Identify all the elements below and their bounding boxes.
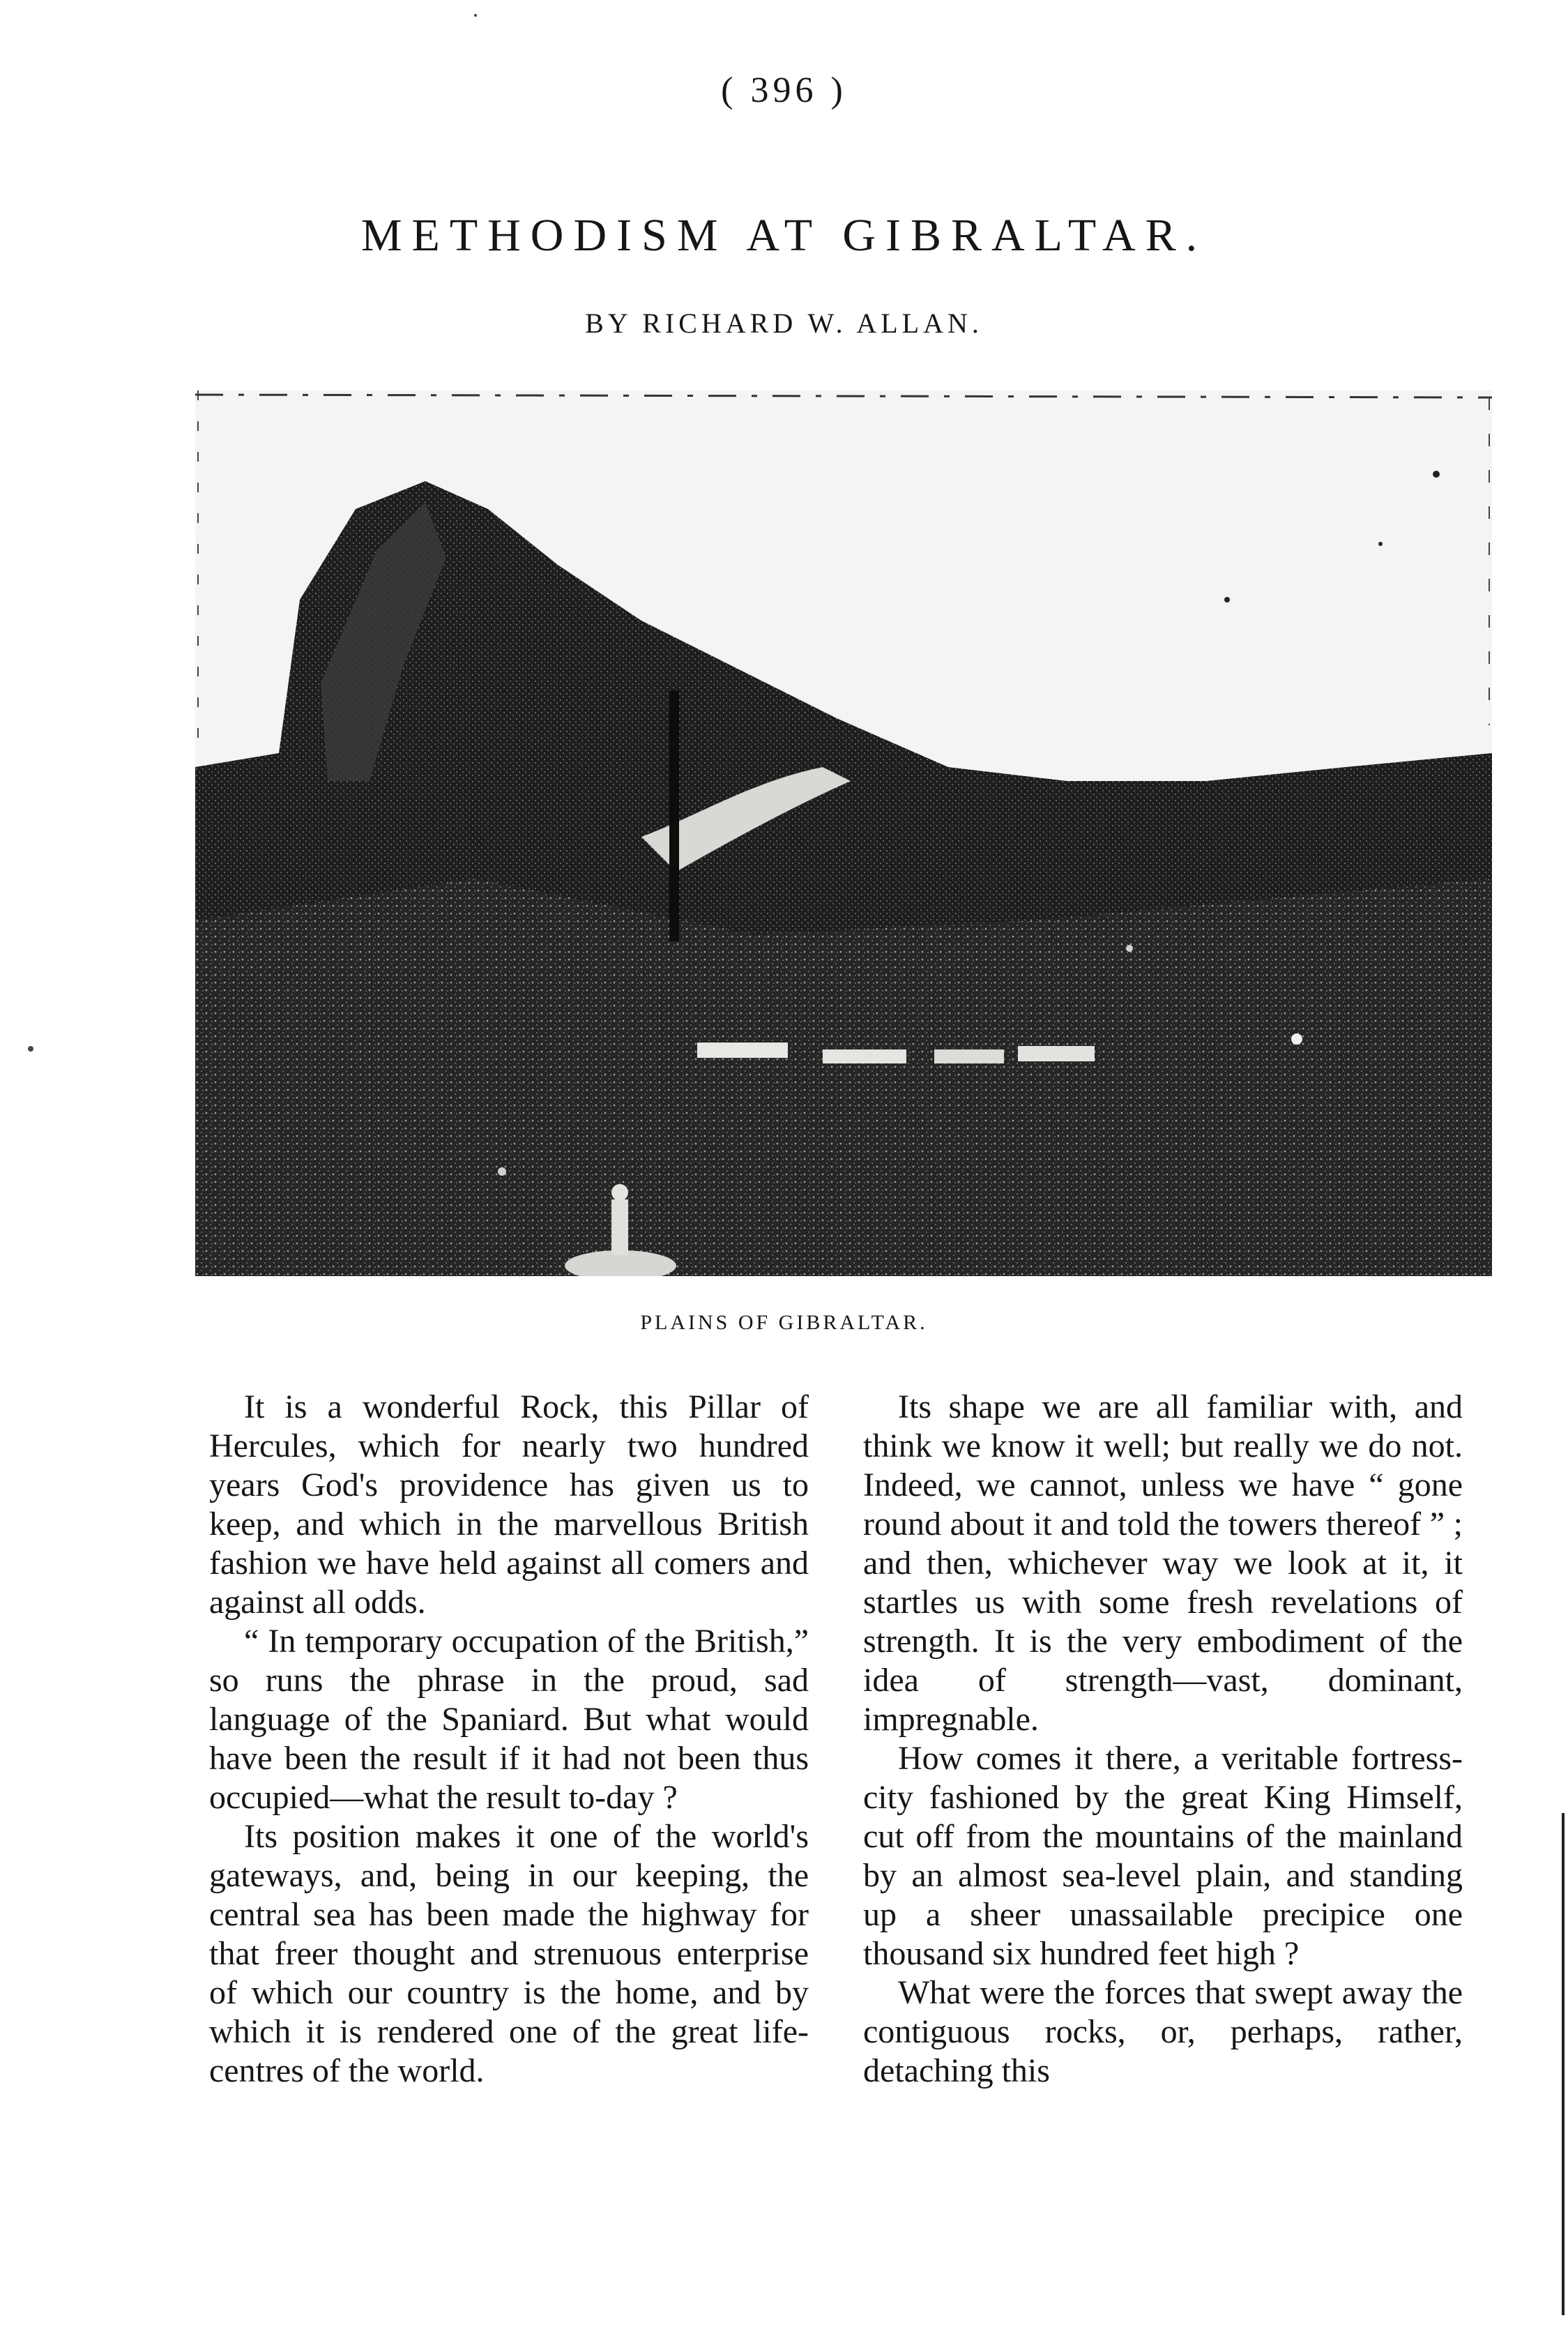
right-column — [863, 1388, 1463, 2091]
tent-4 — [1018, 1046, 1095, 1061]
byline: BY RICHARD W. ALLAN. — [585, 308, 983, 339]
gibraltar-photograph — [195, 391, 1492, 1276]
margin-speck — [474, 14, 477, 17]
paragraph: What were the forces that swept away the contiguous rocks, or, perhaps, rather, detaching this — [863, 1974, 1463, 2089]
paragraph: Its shape we are all familiar with, and think we know it well; but really we do not. Indeed, we cannot, unless we have “ gone round about it and told the towers thereof ” ; and then, whichever way we look at it, it startles us with some fresh revelations of strength. It is the very embodiment of the idea of strength—vast, dominant, impregnable. — [863, 1388, 1463, 1738]
article-title: METHODISM AT GIBRALTAR. — [360, 210, 1208, 261]
paragraph: Its position makes it one of the world's gateways, and, being in our keeping, the central sea has been made the highway for that freer thought and strenuous enterprise of which our country is the home, and by which it is rendered one of the great life-centres of the world. — [209, 1818, 809, 2089]
photo-caption: PLAINS OF GIBRALTAR. — [640, 1311, 928, 1334]
tree-trunk — [669, 690, 679, 941]
paragraph: It is a wonderful Rock, this Pillar of Hercules, which for nearly two hundred years God's providence has given us to keep, and which in the marvellous British fashion we have held against all comers and against all odds. — [209, 1388, 809, 1621]
tent-1 — [697, 1043, 788, 1058]
tent-2 — [823, 1049, 906, 1063]
left-column — [209, 1388, 809, 2091]
page-number: ( 396 ) — [721, 70, 847, 110]
tent-3 — [934, 1049, 1004, 1063]
margin-speck — [28, 1046, 33, 1052]
right-edge-rule — [1562, 1813, 1565, 2315]
foreground-figure — [611, 1199, 628, 1255]
foreground-plain — [195, 879, 1492, 1276]
paragraph: “ In temporary occupation of the British,” so runs the phrase in the proud, sad language of the Spaniard. But what would have been the result if it had not been thus occupied—what the result to-day ? — [209, 1623, 809, 1816]
paragraph: How comes it there, a veritable fortress-city fashioned by the great King Himself, cut off from the mountains of the mainland by an almost sea-level plain, and standing up a sheer unassailable precipice one thousand six hundred feet high ? — [863, 1740, 1463, 1972]
